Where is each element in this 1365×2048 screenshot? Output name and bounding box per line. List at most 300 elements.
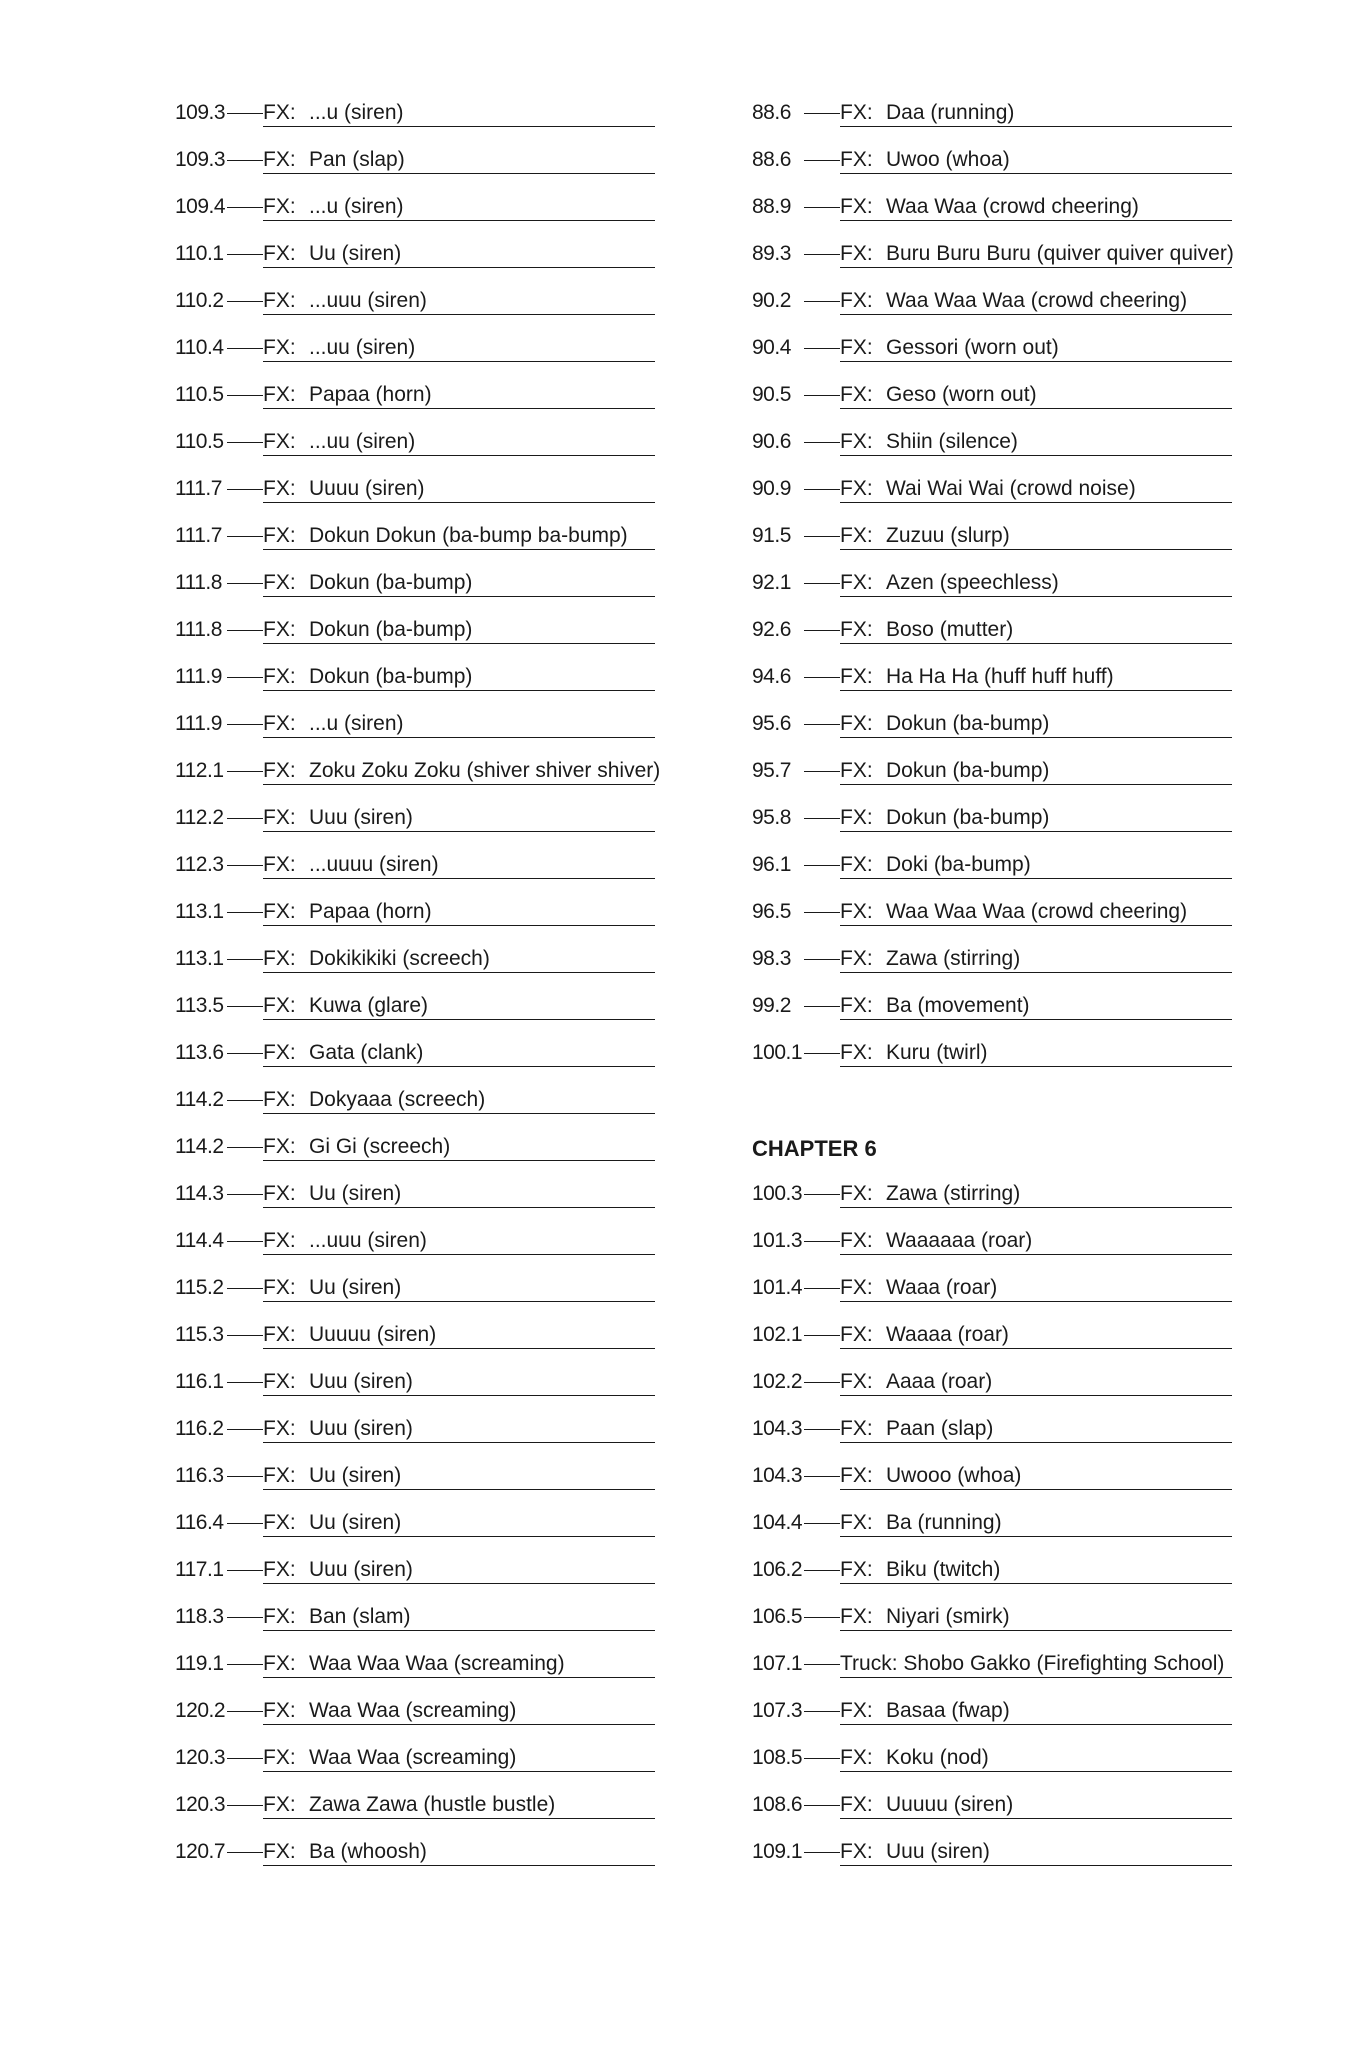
entry-dash [227,1476,263,1477]
entry-dash [804,630,840,631]
entry-kind: FX: [263,900,296,923]
entry-page-number: 119.1 [175,1652,224,1675]
entry-underline [263,972,655,973]
entry-kind: FX: [263,712,296,735]
entry-dash [804,1523,840,1524]
entry-text: Uwoo (whoa) [886,148,1010,171]
entry-dash [227,1006,263,1007]
entry-dash [804,583,840,584]
entry-underline [840,1019,1232,1020]
entry-kind: FX: [263,242,296,265]
entry-page-number: 114.3 [175,1182,224,1205]
entry-page-number: 114.2 [175,1088,224,1111]
entry-kind: FX: [840,1840,873,1863]
entry-text: Uuuuu (siren) [886,1793,1014,1816]
entry-kind: FX: [840,1370,873,1393]
entry-underline [840,1395,1232,1396]
entry-dash [227,1617,263,1618]
fx-entry [175,1267,655,1314]
entry-underline [840,361,1232,362]
entry-text: Uuuu (siren) [309,477,425,500]
entry-underline [263,314,655,315]
entry-text: Dokun (ba-bump) [886,759,1050,782]
entry-kind: FX: [263,1088,296,1111]
entry-page-number: 102.1 [752,1323,803,1346]
fx-entry [752,1784,1232,1831]
fx-entry [175,1549,655,1596]
entry-kind: FX: [263,759,296,782]
entry-page-number: 107.1 [752,1652,803,1675]
entry-dash [804,536,840,537]
entry-page-number: 117.1 [175,1558,224,1581]
entry-page-number: 96.1 [752,853,791,876]
fx-entry [175,1831,655,1878]
entry-page-number: 110.5 [175,383,224,406]
entry-kind: FX: [263,994,296,1017]
entry-kind: FX: [840,1229,873,1252]
entry-dash [804,442,840,443]
entry-page-number: 90.2 [752,289,791,312]
entry-kind: FX: [840,618,873,641]
fx-entry [175,1737,655,1784]
fx-entry [175,938,655,985]
entry-text: Shiin (silence) [886,430,1018,453]
entry-underline [840,455,1232,456]
entry-underline [263,1865,655,1866]
entry-page-number: 100.1 [752,1041,803,1064]
fx-entry [175,609,655,656]
entry-dash [804,865,840,866]
entry-dash [227,395,263,396]
entry-dash [804,1335,840,1336]
fx-entry [752,280,1232,327]
fx-entry [175,1314,655,1361]
entry-underline [263,1489,655,1490]
entry-kind: FX: [840,430,873,453]
entry-underline [840,643,1232,644]
entry-text: Waaa (roar) [886,1276,998,1299]
entry-dash [227,489,263,490]
entry-text: Gata (clank) [309,1041,424,1064]
entry-underline [840,1630,1232,1631]
fx-entry [752,1408,1232,1455]
fx-entry [175,139,655,186]
entry-kind: FX: [840,1417,873,1440]
entry-page-number: 95.6 [752,712,791,735]
fx-entry [175,985,655,1032]
entry-underline [263,1818,655,1819]
entry-text: Zuzuu (slurp) [886,524,1010,547]
entry-underline [840,1348,1232,1349]
entry-underline [263,267,655,268]
entry-underline [263,831,655,832]
entry-kind: FX: [840,101,873,124]
entry-dash [227,301,263,302]
fx-entry [175,92,655,139]
entry-page-number: 104.3 [752,1417,803,1440]
entry-underline [263,502,655,503]
entry-kind: FX: [263,1276,296,1299]
entry-kind: FX: [263,336,296,359]
entry-text: Ba (movement) [886,994,1030,1017]
entry-page-number: 120.3 [175,1746,226,1769]
entry-text: Koku (nod) [886,1746,989,1769]
entry-kind: FX: [840,665,873,688]
fx-entry [175,1126,655,1173]
entry-text: ...u (siren) [309,101,404,124]
entry-page-number: 95.8 [752,806,791,829]
fx-entry [175,1220,655,1267]
entry-underline [840,784,1232,785]
entry-underline [263,361,655,362]
entry-dash [804,1852,840,1853]
entry-underline [840,596,1232,597]
entry-kind: FX: [263,1558,296,1581]
entry-page-number: 109.3 [175,101,226,124]
entry-page-number: 108.6 [752,1793,803,1816]
entry-kind: FX: [840,289,873,312]
entry-page-number: 111.7 [175,477,222,500]
entry-text: ...uu (siren) [309,430,416,453]
entry-underline [263,549,655,550]
entry-dash [804,912,840,913]
entry-underline [263,1536,655,1537]
entry-dash [227,630,263,631]
fx-entry [175,374,655,421]
entry-kind: FX: [263,1652,296,1675]
entry-kind: FX: [840,806,873,829]
entry-page-number: 104.4 [752,1511,803,1534]
entry-underline [263,220,655,221]
entry-dash [227,442,263,443]
fx-entry [752,1361,1232,1408]
entry-page-number: 90.5 [752,383,791,406]
entry-underline [840,1536,1232,1537]
entry-dash [227,1664,263,1665]
entry-dash [804,1241,840,1242]
entry-text: Uu (siren) [309,1511,402,1534]
fx-entry [752,468,1232,515]
entry-underline [263,1348,655,1349]
entry-page-number: 110.4 [175,336,224,359]
entry-page-number: 115.3 [175,1323,224,1346]
right-bottom-list [752,1173,1232,1878]
entry-dash [227,1053,263,1054]
entry-text: Kuwa (glare) [309,994,429,1017]
entry-text: Biku (twitch) [886,1558,1001,1581]
entry-underline [263,1771,655,1772]
entry-page-number: 113.1 [175,900,224,923]
entry-page-number: 90.6 [752,430,791,453]
entry-page-number: 106.2 [752,1558,803,1581]
entry-kind: FX: [263,806,296,829]
entry-text: Boso (mutter) [886,618,1014,641]
fx-entry [175,891,655,938]
entry-text: Papaa (horn) [309,900,432,923]
fx-entry [752,515,1232,562]
entry-underline [263,1066,655,1067]
entry-dash [804,818,840,819]
entry-kind: FX: [840,994,873,1017]
entry-page-number: 100.3 [752,1182,803,1205]
entry-dash [227,1758,263,1759]
entry-kind: FX: [263,1793,296,1816]
entry-underline [263,1630,655,1631]
entry-text: Uu (siren) [309,1276,402,1299]
entry-kind: FX: [263,665,296,688]
fx-entry [752,656,1232,703]
entry-dash [804,254,840,255]
entry-page-number: 113.6 [175,1041,224,1064]
entry-text: ...uu (siren) [309,336,416,359]
entry-kind: FX: [840,477,873,500]
entry-underline [840,878,1232,879]
fx-entry [752,703,1232,750]
entry-page-number: 111.9 [175,712,222,735]
entry-page-number: 107.3 [752,1699,803,1722]
entry-dash [804,771,840,772]
entry-underline [840,925,1232,926]
entry-text: Zoku Zoku Zoku (shiver shiver shiver) [309,759,661,782]
entry-underline [263,1207,655,1208]
entry-underline [263,173,655,174]
entry-underline [263,1113,655,1114]
fx-entry [175,1455,655,1502]
entry-text: Waaaa (roar) [886,1323,1009,1346]
entry-dash [227,1194,263,1195]
left-column [175,92,661,1878]
entry-kind: FX: [840,900,873,923]
fx-entry [175,1408,655,1455]
fx-entry [752,1173,1232,1220]
entry-dash [804,1758,840,1759]
fx-entry [752,1220,1232,1267]
entry-underline [840,1489,1232,1490]
entry-text: Kuru (twirl) [886,1041,988,1064]
entry-dash [804,395,840,396]
entry-text: Zawa (stirring) [886,947,1021,970]
entry-text: Uuu (siren) [309,1370,413,1393]
entry-underline [840,1771,1232,1772]
section-spacer [752,1079,1232,1126]
entry-page-number: 112.2 [175,806,224,829]
entry-dash [804,113,840,114]
entry-page-number: 106.5 [752,1605,803,1628]
entry-underline [840,408,1232,409]
entry-page-number: 120.2 [175,1699,226,1722]
entry-dash [804,1288,840,1289]
entry-text: Dokun (ba-bump) [309,618,473,641]
entry-kind: FX: [263,1417,296,1440]
entry-page-number: 111.8 [175,618,222,641]
entry-kind: FX: [263,1229,296,1252]
entry-underline [840,1724,1232,1725]
entry-dash [227,536,263,537]
entry-underline [263,1677,655,1678]
fx-entry [752,938,1232,985]
entry-underline [840,173,1232,174]
entry-kind: FX: [263,571,296,594]
entry-kind: FX: [263,1746,296,1769]
entry-page-number: 111.8 [175,571,222,594]
entry-underline [263,737,655,738]
fx-entry [752,1455,1232,1502]
entry-kind: FX: [263,1370,296,1393]
entry-dash [804,1617,840,1618]
entry-page-number: 110.5 [175,430,224,453]
entry-underline [263,1583,655,1584]
entry-text: Zawa Zawa (hustle bustle) [309,1793,556,1816]
entry-text: Zawa (stirring) [886,1182,1021,1205]
entry-underline [840,1254,1232,1255]
entry-kind: FX: [263,1464,296,1487]
entry-page-number: 109.3 [175,148,226,171]
fx-entry [175,186,655,233]
entry-underline [263,455,655,456]
entry-dash [227,160,263,161]
entry-kind: FX: [263,947,296,970]
entry-page-number: 116.4 [175,1511,224,1534]
entry-text: Dokun (ba-bump) [309,571,473,594]
entry-text: Uuu (siren) [309,1417,413,1440]
entry-dash [804,1664,840,1665]
entry-text: Basaa (fwap) [886,1699,1010,1722]
entry-kind: FX: [263,195,296,218]
entry-dash [227,254,263,255]
entry-text: Pan (slap) [309,148,405,171]
entry-dash [227,1100,263,1101]
entry-dash [227,1335,263,1336]
entry-text: Uwooo (whoa) [886,1464,1022,1487]
entry-page-number: 88.6 [752,148,791,171]
entry-text: Papaa (horn) [309,383,432,406]
entry-page-number: 94.6 [752,665,791,688]
entry-text: Daa (running) [886,101,1015,124]
entry-underline [840,737,1232,738]
fx-entry [752,1267,1232,1314]
entry-text: Truck: Shobo Gakko (Firefighting School) [840,1652,1225,1675]
entry-underline [263,1395,655,1396]
entry-kind: FX: [840,571,873,594]
entry-page-number: 110.1 [175,242,224,265]
entry-text: Dokun Dokun (ba-bump ba-bump) [309,524,628,547]
fx-entry [175,233,655,280]
entry-dash [227,677,263,678]
fx-entry [752,1549,1232,1596]
fx-entry [175,1784,655,1831]
entry-text: Waa Waa Waa (crowd cheering) [886,900,1188,923]
entry-text: Ba (running) [886,1511,1002,1534]
fx-entry [752,985,1232,1032]
fx-entry [175,844,655,891]
entry-dash [227,1288,263,1289]
entry-text: Ba (whoosh) [309,1840,427,1863]
entry-text: ...uuu (siren) [309,289,427,312]
fx-entry [175,1032,655,1079]
fx-entry [752,1596,1232,1643]
entry-underline [263,1254,655,1255]
right-top-list [752,92,1232,1079]
entry-text: Waa Waa (crowd cheering) [886,195,1139,218]
fx-entry [752,92,1232,139]
entry-kind: FX: [263,1182,296,1205]
fx-entry [175,1173,655,1220]
fx-entry [175,656,655,703]
entry-text: Gessori (worn out) [886,336,1059,359]
fx-entry [752,233,1232,280]
entry-text: Waa Waa Waa (crowd cheering) [886,289,1188,312]
entry-page-number: 90.9 [752,477,791,500]
entry-page-number: 111.9 [175,665,222,688]
entry-underline [840,220,1232,221]
entry-kind: FX: [263,1323,296,1346]
entry-dash [804,1805,840,1806]
entry-text: Uuu (siren) [886,1840,990,1863]
entry-kind: FX: [263,148,296,171]
entry-page-number: 96.5 [752,900,791,923]
entry-underline [263,1019,655,1020]
fx-entry [752,891,1232,938]
entry-page-number: 113.5 [175,994,224,1017]
entry-dash [804,489,840,490]
entry-text: Uu (siren) [309,1182,402,1205]
entry-text: Uuu (siren) [309,806,413,829]
entry-page-number: 116.1 [175,1370,224,1393]
entry-kind: FX: [840,759,873,782]
entry-kind: FX: [840,1323,873,1346]
entry-page-number: 98.3 [752,947,791,970]
entry-underline [840,502,1232,503]
entry-underline [263,1301,655,1302]
entry-kind: FX: [840,1182,873,1205]
entry-kind: FX: [263,1041,296,1064]
entry-underline [263,126,655,127]
entry-page-number: 116.3 [175,1464,224,1487]
fx-entry [175,562,655,609]
entry-page-number: 88.9 [752,195,791,218]
entry-text: Geso (worn out) [886,383,1037,406]
entry-underline [263,1160,655,1161]
entry-page-number: 90.4 [752,336,791,359]
entry-dash [227,1523,263,1524]
right-column [752,92,1232,1878]
entry-text: Gi Gi (screech) [309,1135,451,1158]
entry-underline [840,1677,1232,1678]
fx-entry [752,1737,1232,1784]
entry-kind: FX: [840,1276,873,1299]
fx-entry [175,1361,655,1408]
entry-page-number: 88.6 [752,101,791,124]
fx-entry [175,280,655,327]
entry-kind: FX: [840,1041,873,1064]
entry-underline [840,1818,1232,1819]
entry-page-number: 110.2 [175,289,224,312]
entry-dash [804,1429,840,1430]
entry-kind: FX: [840,1464,873,1487]
entry-page-number: 118.3 [175,1605,224,1628]
entry-dash [227,583,263,584]
entry-text: Waa Waa (screaming) [309,1699,517,1722]
entry-kind: FX: [263,1135,296,1158]
fx-entry [752,1831,1232,1878]
entry-page-number: 113.1 [175,947,224,970]
entry-text: ...u (siren) [309,195,404,218]
entry-underline [840,1583,1232,1584]
entry-kind: FX: [263,1605,296,1628]
fx-entry [175,468,655,515]
fx-entry [175,1079,655,1126]
entry-text: Ha Ha Ha (huff huff huff) [886,665,1114,688]
